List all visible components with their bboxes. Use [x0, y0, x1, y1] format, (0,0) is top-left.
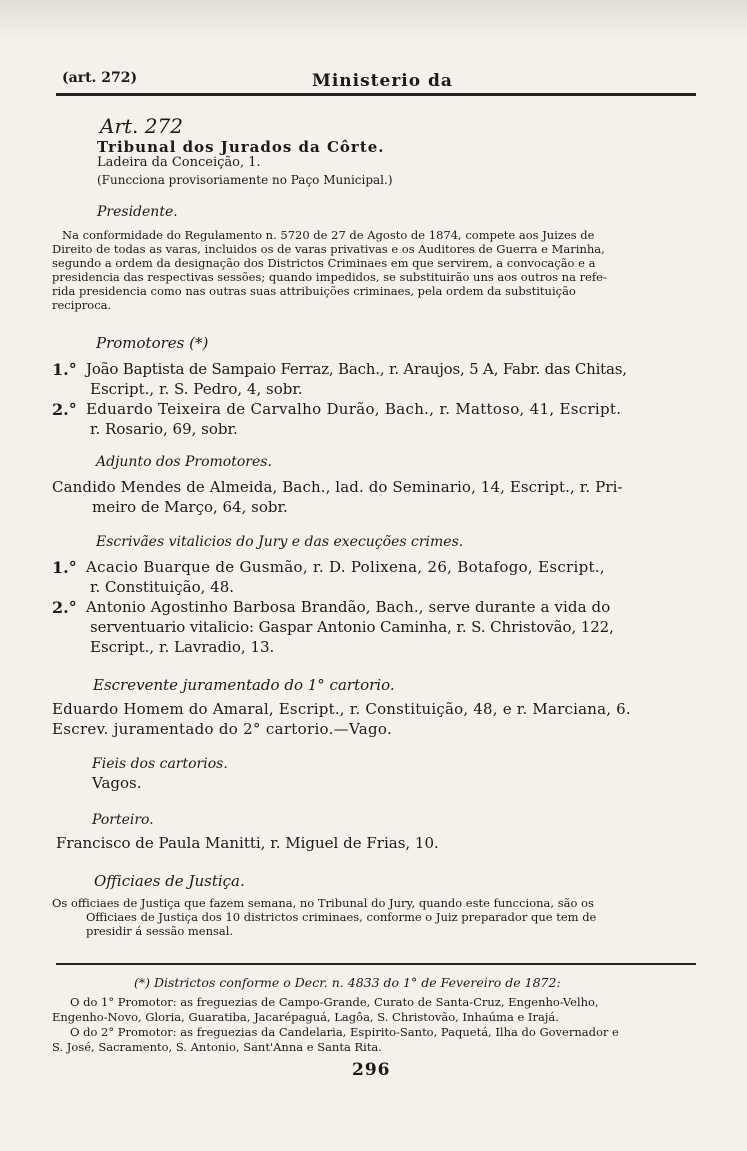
- fieis-heading: Fieis dos cartorios.: [92, 756, 228, 772]
- article-address: Ladeira da Conceição, 1.: [97, 155, 261, 170]
- promotor-number: 1.°: [52, 360, 77, 379]
- porteiro-heading: Porteiro.: [92, 812, 154, 828]
- adjunto-line: meiro de Março, 64, sobr.: [92, 498, 288, 516]
- footnote-line: O do 2° Promotor: as freguezias da Candelaria, Espirito-Santo, Paquetá, Ilha do Governador e: [70, 1025, 619, 1039]
- escrivao-number: 1.°: [52, 558, 77, 577]
- escrivao-line: Escript., r. Lavradio, 13.: [90, 638, 275, 656]
- presidente-line: Direito de todas as varas, incluidos os de varas privativas e os Auditores de Guerra e Marinha,: [52, 242, 605, 256]
- escrevente-line: Eduardo Homem do Amaral, Escript., r. Constituição, 48, e r. Marciana, 6.: [52, 700, 631, 718]
- officiaes-line: Os officiaes de Justiça que fazem semana, no Tribunal do Jury, quando este funcciona, são os: [52, 896, 594, 910]
- article-number: Art. 272: [100, 114, 183, 138]
- adjunto-heading: Adjunto dos Promotores.: [96, 454, 272, 470]
- presidente-line: rida presidencia como nas outras suas attribuições criminaes, pela ordem da substituição: [52, 284, 576, 298]
- porteiro-text: Francisco de Paula Manitti, r. Miguel de Frias, 10.: [56, 834, 439, 852]
- escrevente-heading: Escrevente juramentado do 1° cartorio.: [93, 676, 395, 694]
- presidente-heading: Presidente.: [97, 204, 178, 220]
- footnote-rule: [56, 963, 696, 965]
- promotor-line: r. Rosario, 69, sobr.: [90, 420, 238, 438]
- page-number: 296: [352, 1060, 391, 1080]
- header-rule: [56, 93, 696, 96]
- officiaes-line: Officiaes de Justiça dos 10 districtos criminaes, conforme o Juiz preparador que tem de: [86, 910, 597, 924]
- promotor-line: Escript., r. S. Pedro, 4, sobr.: [90, 380, 303, 398]
- presidente-line: reciproca.: [52, 298, 112, 312]
- promotores-heading: Promotores (*): [96, 334, 209, 352]
- page-grime: [0, 0, 747, 40]
- escrevente-line: Escrev. juramentado do 2° cartorio.—Vago.: [52, 720, 393, 738]
- article-title: Tribunal dos Jurados da Côrte.: [97, 138, 385, 156]
- escrivao-line: Antonio Agostinho Barbosa Brandão, Bach., serve durante a vida do: [86, 598, 611, 616]
- footnote-line: O do 1° Promotor: as freguezias de Campo-Grande, Curato de Santa-Cruz, Engenho-Velho,: [70, 995, 599, 1009]
- footnote-title: (*) Districtos conforme o Decr. n. 4833 do 1° de Fevereiro de 1872:: [134, 975, 561, 990]
- article-note: (Funcciona provisoriamente no Paço Municipal.): [97, 173, 393, 187]
- escrivao-line: Acacio Buarque de Gusmão, r. D. Polixena, 26, Botafogo, Escript.,: [86, 558, 605, 576]
- header-article-ref: (art. 272): [62, 70, 138, 86]
- presidente-line: presidencia das respectivas sessões; quando impedidos, se substituirão uns aos outros na refe-: [52, 270, 607, 284]
- presidente-line: Na conformidade do Regulamento n. 5720 de 27 de Agosto de 1874, compete aos Juizes de: [62, 228, 595, 242]
- header-ministry: Ministerio da: [312, 71, 453, 91]
- fieis-text: Vagos.: [92, 774, 142, 792]
- officiaes-heading: Officiaes de Justiça.: [94, 872, 245, 890]
- escrivao-line: serventuario vitalicio: Gaspar Antonio Caminha, r. S. Christovão, 122,: [90, 618, 614, 636]
- promotor-line: Eduardo Teixeira de Carvalho Durão, Bach., r. Mattoso, 41, Escript.: [86, 400, 622, 418]
- promotor-number: 2.°: [52, 400, 77, 419]
- presidente-line: segundo a ordem da designação dos Districtos Criminaes em que servirem, a convocação e a: [52, 256, 596, 270]
- promotor-line: João Baptista de Sampaio Ferraz, Bach., r. Araujos, 5 A, Fabr. das Chitas,: [86, 360, 627, 378]
- footnote-line: S. José, Sacramento, S. Antonio, Sant'Anna e Santa Rita.: [52, 1040, 382, 1054]
- escrivao-line: r. Constituição, 48.: [90, 578, 235, 596]
- adjunto-line: Candido Mendes de Almeida, Bach., lad. do Seminario, 14, Escript., r. Pri-: [52, 478, 623, 496]
- escrivao-number: 2.°: [52, 598, 77, 617]
- officiaes-line: presidir á sessão mensal.: [86, 924, 234, 938]
- escrivaes-heading: Escrivães vitalicios do Jury e das execuções crimes.: [96, 534, 464, 550]
- footnote-line: Engenho-Novo, Gloria, Guaratiba, Jacarépaguá, Lagôa, S. Christovão, Inhaúma e Irajá.: [52, 1010, 559, 1024]
